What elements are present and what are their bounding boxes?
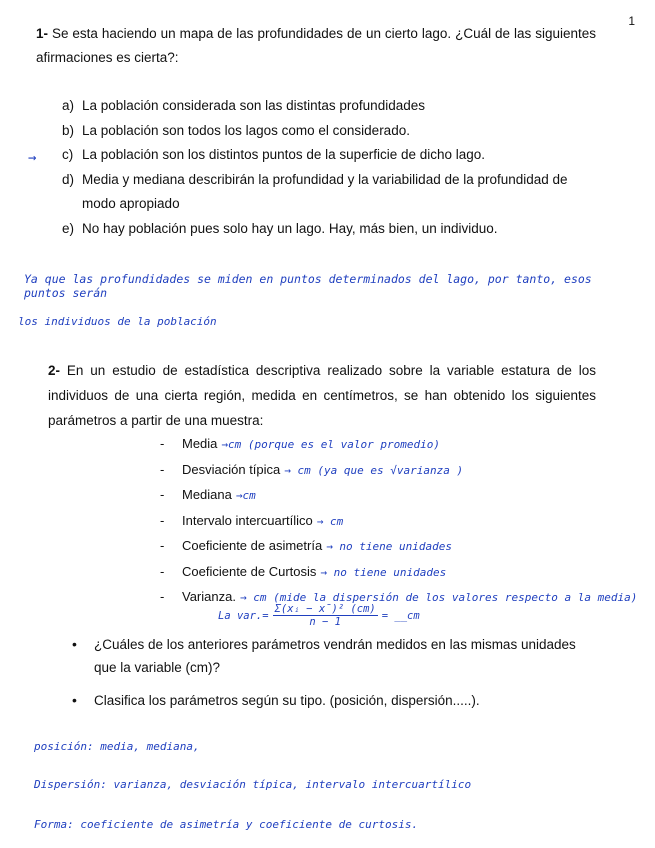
question-1	[36, 22, 596, 70]
handwritten-note: →cm (porque es el valor promedio)	[221, 438, 440, 451]
formula-suffix: = __cm	[381, 609, 420, 622]
formula-prefix: La var.=	[218, 609, 269, 622]
parameter-item: - Varianza. → cm (mide la dispersión de los valores respecto a la media)	[160, 585, 637, 611]
handwritten-note: → cm (ya que es √varianza )	[284, 463, 464, 477]
question-1-options	[62, 94, 597, 241]
handwritten-note: → no tiene unidades	[326, 540, 453, 553]
question-2-number: 2-	[48, 363, 61, 378]
parameter-item: - Mediana →cm	[160, 483, 637, 509]
formula-numerator: Σ(xᵢ − x̄)² (cm)	[274, 603, 376, 615]
question-2-text: En un estudio de estadística descriptiva realizado sobre la variable estatura de los individuos de una cierta región, medida en centímetros, se han obtenido los siguientes parámetros a partir de una muestra:	[48, 363, 596, 428]
formula-fraction	[273, 603, 378, 628]
parameter-item: - Intervalo intercuartílico → cm	[160, 509, 637, 535]
handwritten-answer-shape: Forma: coeficiente de asimetría y coeficiente de curtosis.	[34, 818, 419, 831]
subquestion: • ¿Cuáles de los anteriores parámetros vendrán medidos en las mismas unidades que la variable (cm)?	[72, 636, 576, 675]
handwritten-answer-1-line-1: Ya que las profundidades se miden en puntos determinados del lago, por tanto, esos puntos serán	[24, 272, 592, 300]
parameter-list	[160, 432, 637, 611]
subquestion: • Clasifica los parámetros según su tipo. (posición, dispersión.....).	[72, 692, 480, 708]
parameter-item: - Media →cm (porque es el valor promedio)	[160, 432, 637, 458]
handwritten-answer-dispersion: Dispersión: varianza, desviación típica, intervalo intercuartílico	[34, 778, 472, 791]
option-c: c) La población son los distintos puntos de la superficie de dicho lago.	[62, 147, 486, 162]
parameter-item: - Desviación típica → cm (ya que es √varianza )	[160, 458, 637, 484]
handwritten-note: → cm	[316, 514, 344, 528]
formula-denominator: n − 1	[309, 616, 341, 628]
option-e: e) No hay población pues solo hay un lago. Hay, más bien, un individuo.	[62, 220, 498, 236]
question-1-number: 1-	[36, 26, 49, 41]
selected-answer-arrow: →	[28, 150, 37, 166]
question-1-text: Se esta haciendo un mapa de las profundidades de un cierto lago. ¿Cuál de las siguientes afirmaciones es cierta?:	[36, 26, 596, 65]
handwritten-note: → cm (mide la dispersión de los valores respecto a la media)	[239, 591, 638, 604]
parameter-item: - Coeficiente de Curtosis → no tiene unidades	[160, 560, 637, 586]
parameter-item: - Coeficiente de asimetría → no tiene unidades	[160, 534, 637, 560]
option-d: d) Media y mediana describirán la profundidad y la variabilidad de la profundidad de modo apropiado	[62, 171, 568, 211]
option-b: b) La población son todos los lagos como el considerado.	[62, 122, 410, 138]
question-2	[48, 358, 596, 433]
handwritten-note: → no tiene unidades	[320, 565, 447, 579]
handwritten-note: →cm	[235, 489, 256, 502]
variance-formula	[218, 603, 420, 628]
handwritten-answer-1-line-2: los individuos de la población	[18, 315, 217, 328]
question-2-subquestions	[72, 633, 592, 722]
option-a: a) La población considerada son las distintas profundidades	[62, 98, 425, 113]
page-number: 1	[628, 14, 635, 28]
handwritten-answer-position: posición: media, mediana,	[34, 740, 200, 753]
